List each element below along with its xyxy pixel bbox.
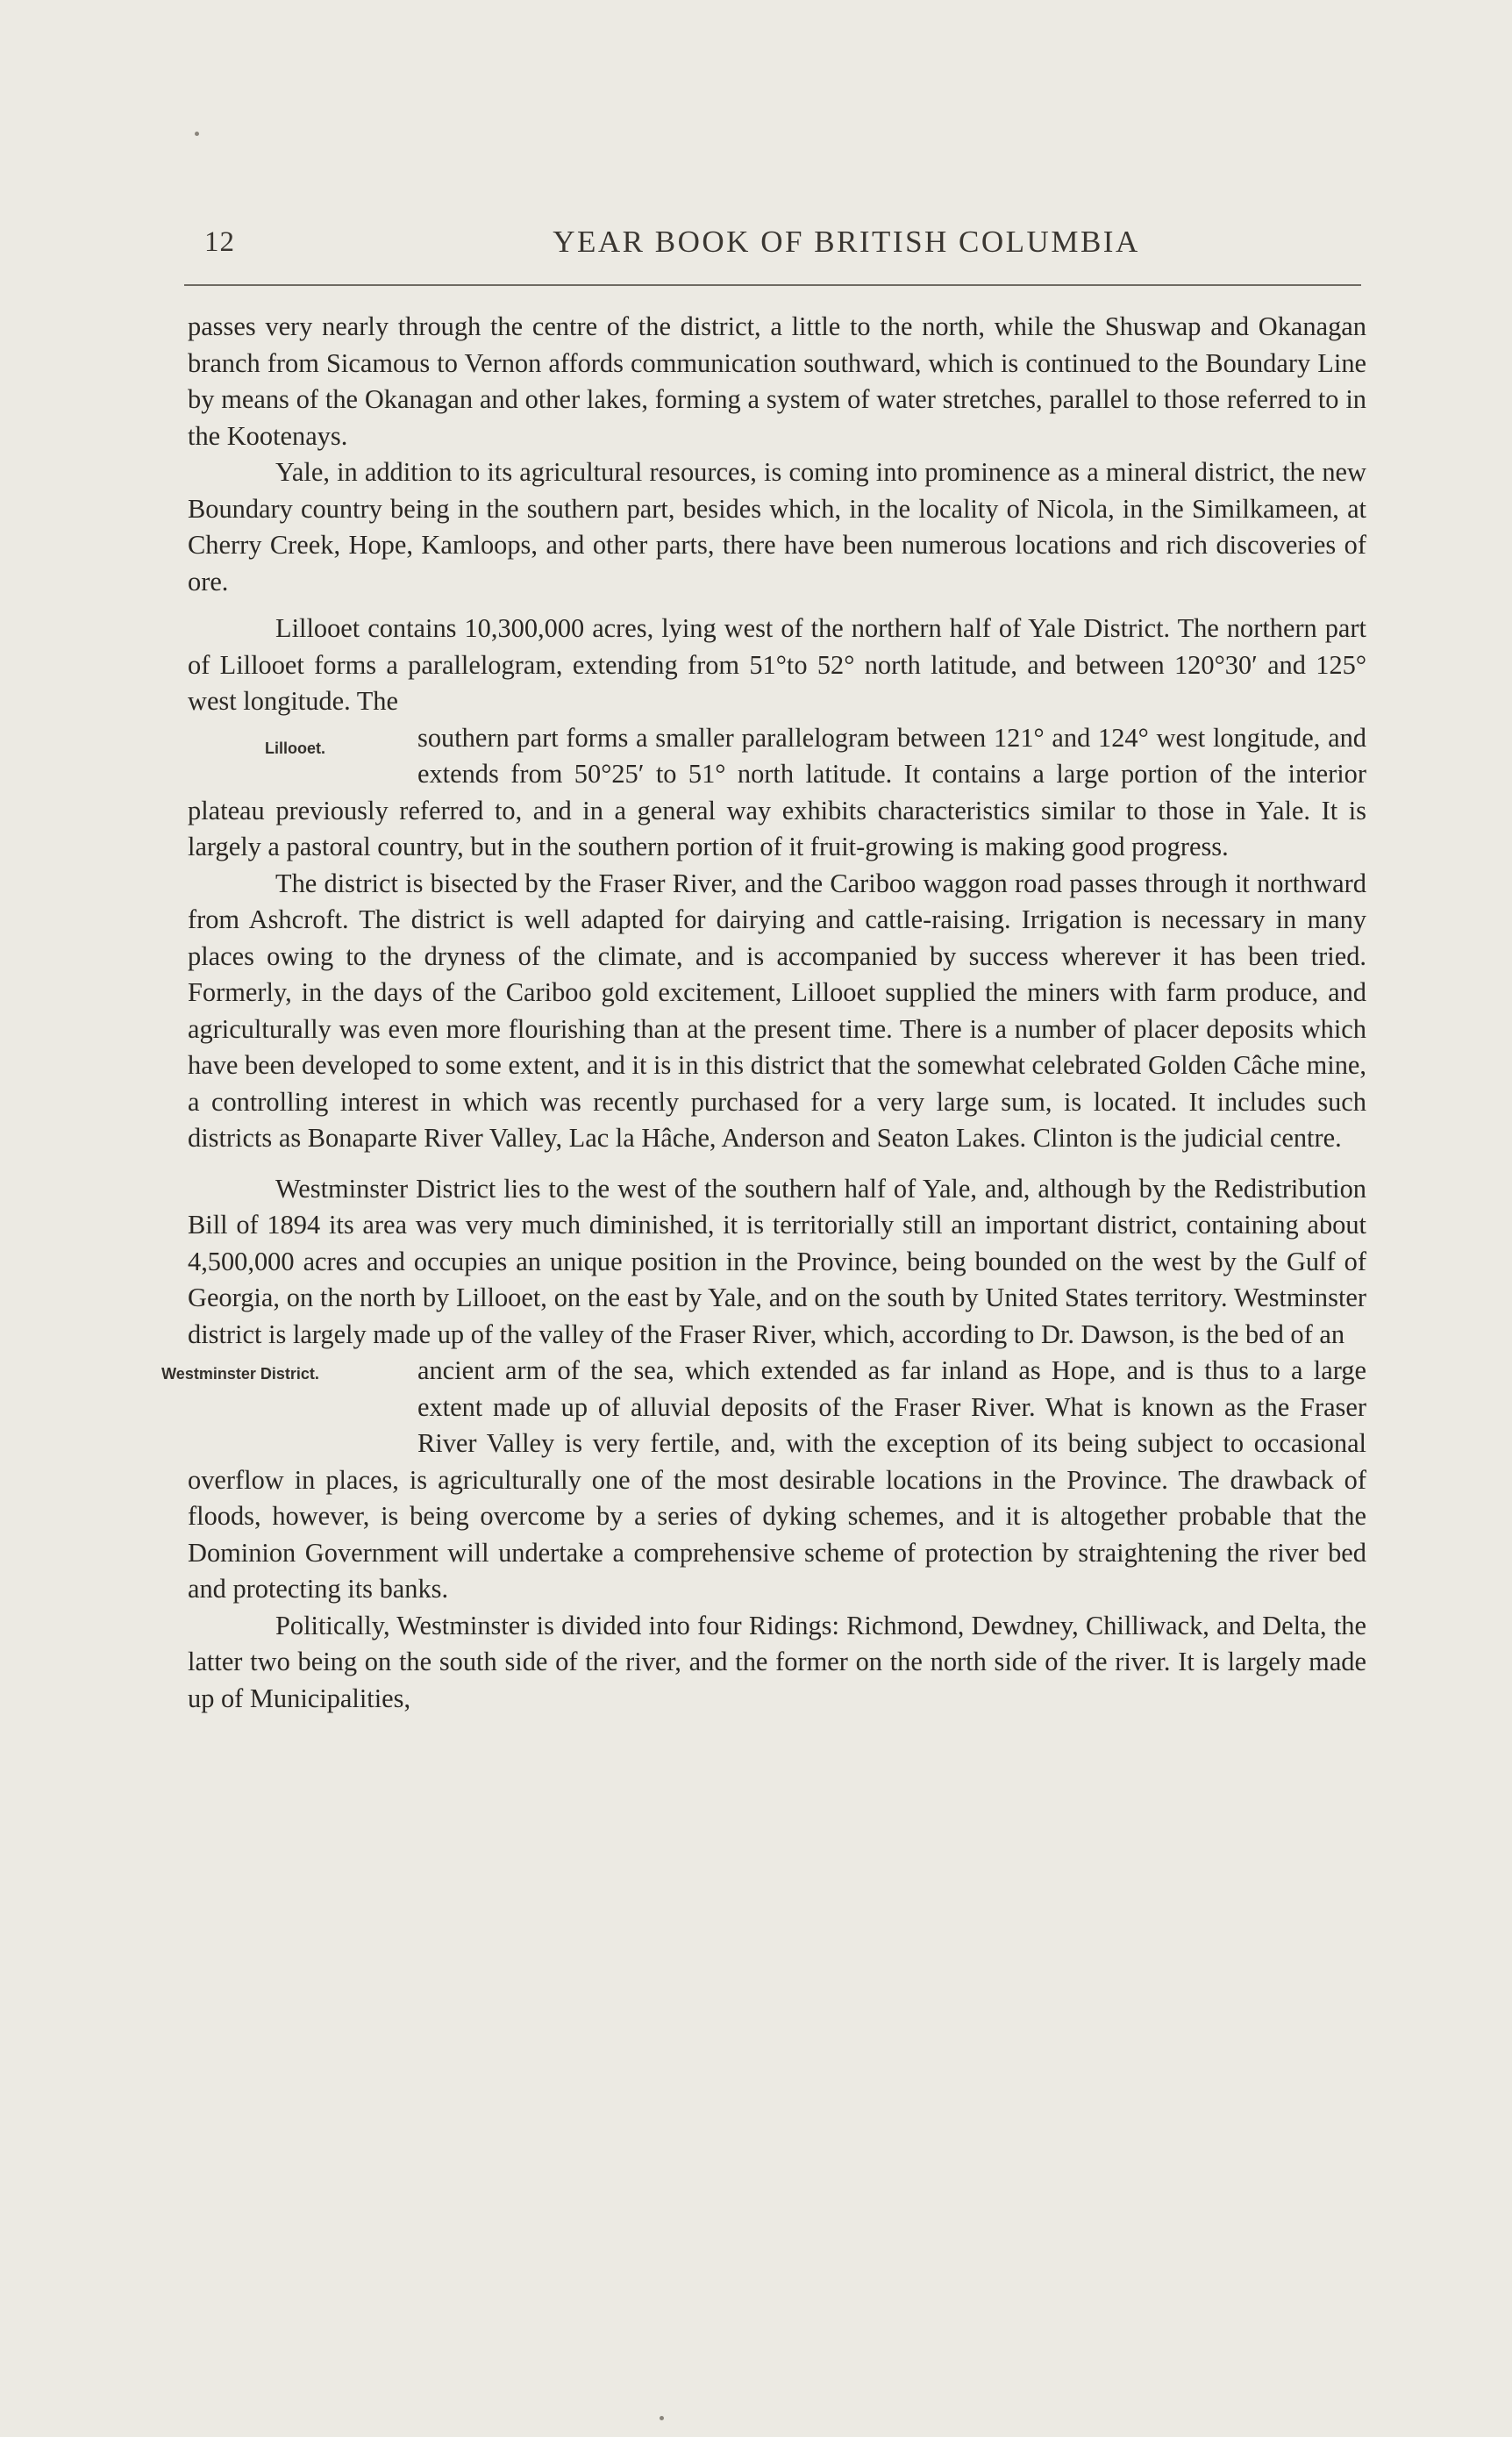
paragraph-continuation: passes very nearly through the centre of the district, a little to the north, while the Shuswap and Okanagan branch from Sicamous to Vernon affords communication southward, which is continued to the Boundary Line by means of the Okanagan and other lakes, forming a system of water stretches, parallel to those referred to in the Kootenays.: [188, 311, 1366, 451]
sidenote-westminster-text: Westminster District.: [161, 1365, 319, 1383]
sidenote-westminster: [0, 1353, 417, 1461]
sidenote-lillooet: [0, 720, 417, 793]
page-number: 12: [204, 226, 235, 258]
paragraph-gap: [188, 1157, 1366, 1171]
header-rule: [184, 284, 1361, 286]
body-text: [161, 309, 1366, 1717]
running-title: YEAR BOOK OF BRITISH COLUMBIA: [553, 225, 1140, 259]
paragraph-fraser-cariboo: The district is bisected by the Fraser River, and the Cariboo waggon road passes through it northward from Ashcroft. The district is well adapted for dairying and cattle-raising. Irrigation is necessary in many places owing to the dryness of the climate, and is accompanied by success wherever it has been tried. Formerly, in the days of the Cariboo gold excitement, Lillooet supplied the miners with farm produce, and agriculturally was even more flourishing than at the present time. There is a number of placer deposits which have been developed to some extent, and it is in this district that the somewhat celebrated Golden Câche mine, a controlling interest in which was recently purchased for a very large sum, is located. It includes such districts as Bonaparte River Valley, Lac la Hâche, Anderson and Seaton Lakes. Clinton is the judicial centre.: [188, 868, 1366, 1153]
paragraph-westminster-b: ancient arm of the sea, which extended as far inland as Hope, and is thus to a large extent made up of alluvial deposits of the Fraser River. What is known as the Fraser River Valley is very fertile, and, with the exception of its being subject to occasional overflow in places, is agriculturally one of the most desirable locations in the Province. The drawback of floods, however, is being overcome by a series of dyking schemes, and it is altogether probable that the Dominion Government will undertake a comprehensive scheme of protection by straightening the river bed and protecting its banks.: [188, 1355, 1366, 1604]
page-speck: [660, 2416, 664, 2420]
paragraph-lillooet-a: Lillooet contains 10,300,000 acres, lying west of the northern half of Yale District. The northern part of Lillooet forms a parallelogram, extending from 51°to 52° north latitude, and between 120°30′ and 125° west longitude. The: [188, 613, 1366, 716]
paragraph-lillooet-b: southern part forms a smaller parallelogram between 121° and 124° west longitude, and extends from 50°25′ to 51° north latitude. It contains a large portion of the interior plateau previously referred to, and in a general way exhibits characteristics similar to those in Yale. It is largely a pastoral country, but in the southern portion of it fruit-growing is making good progress.: [188, 722, 1366, 861]
paragraph-gap: [188, 600, 1366, 611]
page-speck: [195, 132, 199, 136]
sidenote-lillooet-text: Lillooet.: [265, 739, 325, 757]
paragraph-yale: Yale, in addition to its agricultural resources, is coming into prominence as a mineral district, the new Boundary country being in the southern part, besides which, in the locality of Nicola, in the Similkameen, at Cherry Creek, Hope, Kamloops, and other parts, there have been numerous locations and rich discoveries of ore.: [188, 457, 1366, 597]
paragraph-westminster-a: Westminster District lies to the west of the southern half of Yale, and, although by the Redistribution Bill of 1894 its area was very much diminished, it is territorially still an important district, containing about 4,500,000 acres and occupies an unique position in the Province, being bounded on the west by the Gulf of Georgia, on the north by Lillooet, on the east by Yale, and on the south by United States territory. Westminster district is largely made up of the valley of the Fraser River, which, according to Dr. Dawson, is the bed of an: [188, 1173, 1366, 1349]
paragraph-ridings: Politically, Westminster is divided into four Ridings: Richmond, Dewdney, Chilliwack, and Delta, the latter two being on the south side of the river, and the former on the north side of the river. It is largely made up of Municipalities,: [188, 1610, 1366, 1713]
